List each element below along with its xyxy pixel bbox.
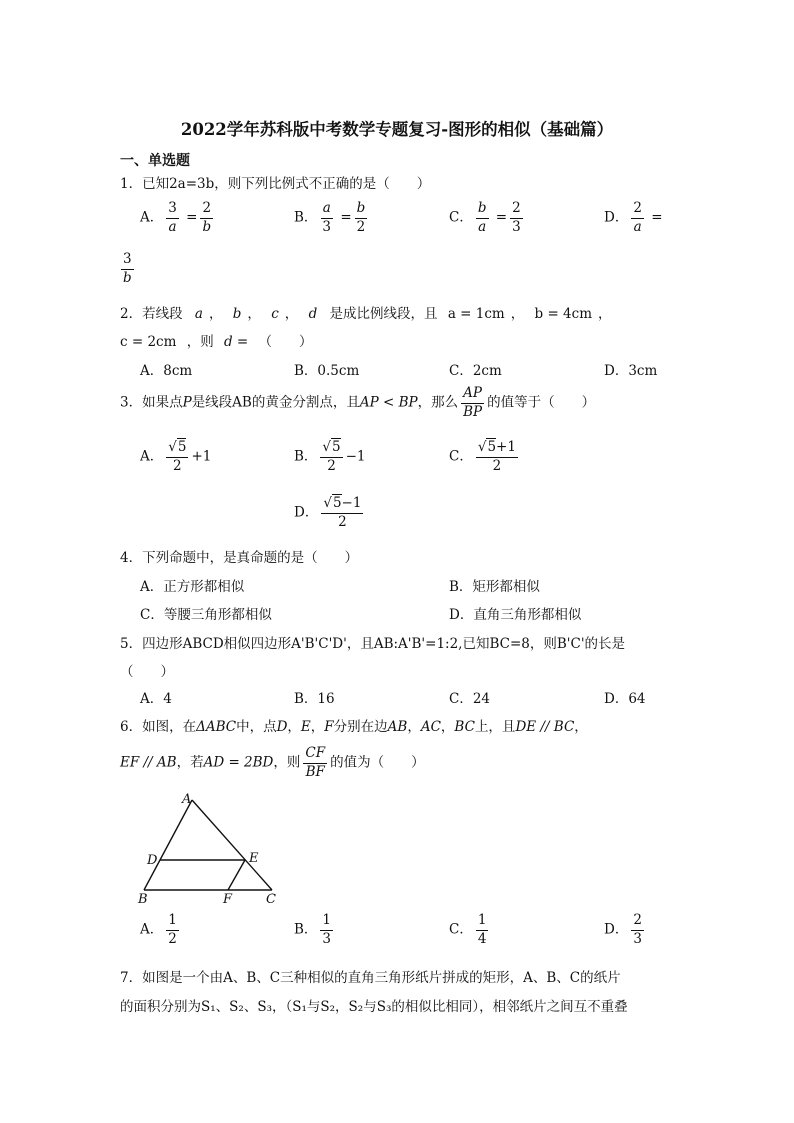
side-ac <box>192 800 272 890</box>
label-f: F <box>223 892 233 907</box>
question-4-stem: 4．下列命题中，是真命题的是（ ） <box>120 550 359 566</box>
question-6-stem: 6．如图，在ΔABC中，点D，E，F分别在边AB，AC，BC上，且DE // BC， <box>120 719 588 735</box>
q5-option-a[interactable]: A．4 <box>140 691 172 707</box>
q6-option-b[interactable]: B． $\frac{1}{3}$ <box>294 912 332 947</box>
q1-option-a[interactable]: A． $\frac{3}{a}$ = $\frac{2}{b}$ <box>140 200 212 235</box>
question-6-stem-line2: EF // AB，若AD = 2BD，则 $\frac{CF}{BF}$ 的值为（ ） <box>120 745 425 780</box>
q2-option-d[interactable]: D．3cm <box>604 363 658 379</box>
question-2-stem: 2．若线段 a ， b ， c ， d 是成比例线段，且 a = 1cm ， b = 4cm ， <box>120 306 612 322</box>
q6-option-c[interactable]: C． $\frac{1}{4}$ <box>449 912 487 947</box>
q5-option-d[interactable]: D．64 <box>604 691 646 707</box>
q2-option-c[interactable]: C．2cm <box>449 363 502 379</box>
q3-option-a[interactable]: A． $\frac{√5}{2}$ +1 <box>140 439 212 474</box>
q1-option-b[interactable]: B． $\frac{a}{3}$ = $\frac{b}{2}$ <box>294 200 366 235</box>
q2-option-a[interactable]: A．8cm <box>140 363 193 379</box>
q6-option-a[interactable]: A． $\frac{1}{2}$ <box>140 912 177 947</box>
label-b: B <box>138 892 148 907</box>
question-5-stem: 5．四边形ABCD相似四边形A'B'C'D'，且AB:A'B'=1:2,已知BC=8，则B'C'的长是 <box>120 636 626 652</box>
label-d: D <box>147 853 158 868</box>
question-5-paren: （ ） <box>120 664 174 680</box>
q5-option-c[interactable]: C．24 <box>449 691 491 707</box>
q4-option-a[interactable]: A．正方形都相似 <box>140 579 245 595</box>
question-2-stem-line2: c = 2cm ，则 d = （ ） <box>120 334 313 350</box>
q5-option-b[interactable]: B．16 <box>294 691 335 707</box>
triangle-figure <box>130 788 290 908</box>
question-7-stem-line2: 的面积分别为S₁、S₂、S₃，（S₁与S₂，S₂与S₃的相似比相同），相邻纸片之间互不重叠 <box>120 999 628 1015</box>
label-a: A <box>182 792 192 807</box>
label-e: E <box>249 851 259 866</box>
q1-option-d[interactable]: D． $\frac{2}{a}$ = <box>604 200 663 235</box>
q3-option-b[interactable]: B． $\frac{√5}{2}$ −1 <box>294 439 366 474</box>
q4-option-c[interactable]: C．等腰三角形都相似 <box>140 607 272 623</box>
segment-ef <box>228 860 245 890</box>
q4-option-d[interactable]: D．直角三角形都相似 <box>449 607 582 623</box>
question-3-stem: 3．如果点P是线段AB的黄金分割点，且AP < BP，那么 $\frac{AP}{BP}$ 的值等于（ ） <box>120 385 596 420</box>
q2-option-b[interactable]: B．0.5cm <box>294 363 360 379</box>
q6-option-d[interactable]: D． $\frac{2}{3}$ <box>604 912 642 947</box>
question-7-stem: 7．如图是一个由A、B、C三种相似的直角三角形纸片拼成的矩形，A、B、C的纸片 <box>120 970 621 986</box>
q1-option-d-wrap: $\frac{3}{b}$ <box>123 251 132 286</box>
label-c: C <box>266 892 276 907</box>
section-heading: 一、单选题 <box>120 153 190 169</box>
page-title: 2022学年苏科版中考数学专题复习-图形的相似（基础篇） <box>180 120 614 139</box>
q4-option-b[interactable]: B．矩形都相似 <box>449 579 540 595</box>
question-1-stem: 1．已知2a=3b，则下列比例式不正确的是（ ） <box>120 176 431 192</box>
q3-option-c[interactable]: C． $\frac{√5+1}{2}$ <box>449 439 516 474</box>
side-ab <box>144 800 192 890</box>
q1-option-c[interactable]: C． $\frac{b}{a}$ = $\frac{2}{3}$ <box>449 200 521 235</box>
q3-option-d[interactable]: D． $\frac{√5-1}{2}$ <box>294 495 362 530</box>
